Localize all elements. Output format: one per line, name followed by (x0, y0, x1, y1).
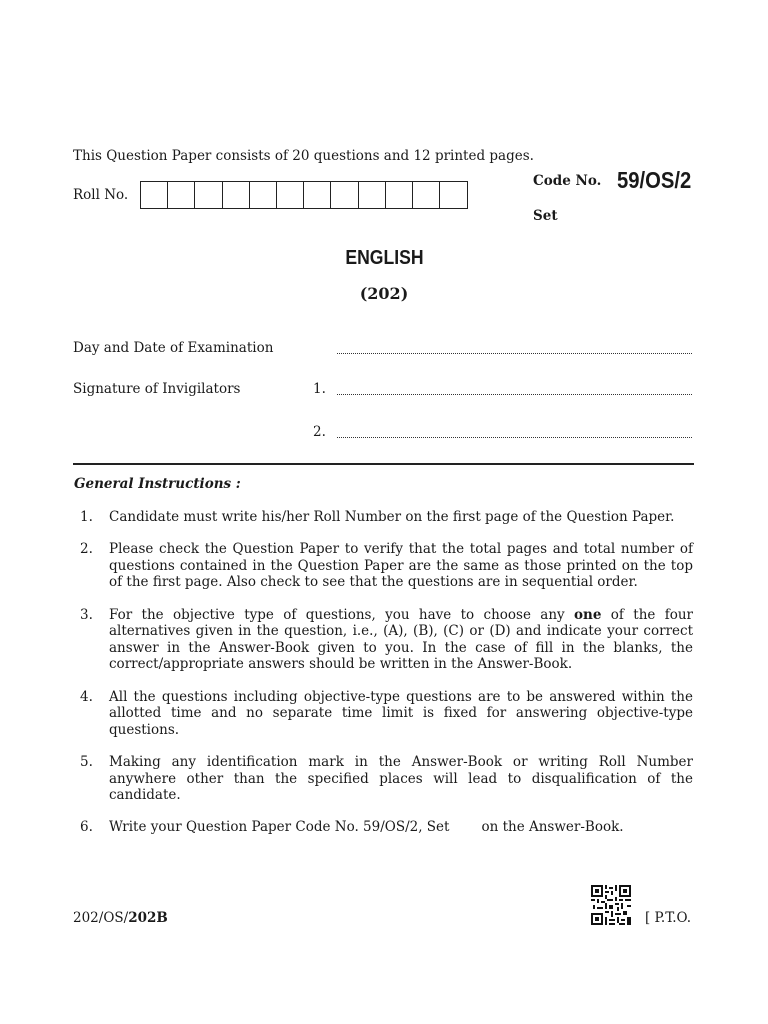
set-label: Set (533, 208, 558, 224)
date-field[interactable] (337, 343, 692, 354)
footer-code (73, 910, 168, 926)
instruction-number: 5. (80, 753, 93, 770)
divider (73, 463, 694, 465)
code-value: 59/OS/2 (617, 167, 692, 193)
instruction-text-part: on the Answer-Book. (481, 819, 624, 836)
roll-digit-box[interactable] (331, 182, 358, 208)
instruction-text (109, 819, 693, 836)
instruction-text: Candidate must write his/her Roll Number on the first page of the Question Paper. (109, 509, 675, 525)
subject-code: (202) (359, 284, 409, 303)
roll-digit-box[interactable] (386, 182, 413, 208)
signature-1-number: 1. (313, 381, 326, 397)
roll-digit-box[interactable] (141, 182, 168, 208)
instruction-number: 2. (80, 541, 93, 558)
roll-digit-box[interactable] (277, 182, 304, 208)
instruction-emphasis: one (574, 606, 602, 623)
instruction-text: All the questions including objective-type questions are to be answered within the allotted time and no separate time limit is fixed for answering objective-type questions. (109, 688, 693, 738)
instructions-list (73, 509, 693, 851)
roll-digit-box[interactable] (440, 182, 467, 208)
instruction-text (109, 607, 693, 673)
instruction-item (73, 607, 693, 673)
signature-1-field[interactable] (337, 384, 692, 395)
qr-code-icon (591, 885, 631, 925)
signature-2-field[interactable] (337, 427, 692, 438)
instructions-heading-text: General Instructions (74, 476, 232, 492)
instruction-item (73, 754, 693, 804)
roll-digit-box[interactable] (250, 182, 277, 208)
instruction-number: 4. (80, 688, 93, 705)
footer-code-bold: 202B (128, 910, 168, 926)
subject-name: ENGLISH (344, 247, 424, 269)
instruction-text: Please check the Question Paper to verify that the total pages and total number of questions contained in the Question Paper are the same as those printed on the top of the first page. Also check to see that the questions are in sequential order. (109, 541, 693, 591)
roll-number-label: Roll No. (73, 187, 129, 203)
instruction-item (73, 689, 693, 739)
code-label: Code No. (533, 173, 602, 189)
signature-2-number: 2. (313, 424, 326, 440)
roll-digit-box[interactable] (304, 182, 331, 208)
instruction-number: 1. (80, 509, 93, 525)
instruction-number: 6. (80, 819, 93, 836)
paper-info: This Question Paper consists of 20 questions and 12 printed pages. (73, 148, 534, 164)
roll-digit-box[interactable] (223, 182, 250, 208)
instructions-heading (74, 476, 241, 492)
instruction-text: Making any identification mark in the Answer-Book or writing Roll Number anywhere other than the specified places will lead to disqualification of the candidate. (109, 753, 693, 804)
pto-note: [ P.T.O. (645, 910, 692, 926)
instruction-number: 3. (80, 606, 93, 623)
instruction-item (73, 819, 693, 836)
roll-digit-box[interactable] (413, 182, 440, 208)
roll-number-boxes[interactable] (140, 181, 468, 209)
subject-title (0, 247, 768, 270)
date-label: Day and Date of Examination (73, 340, 274, 356)
instruction-item (73, 509, 693, 526)
roll-digit-box[interactable] (168, 182, 195, 208)
footer-code-prefix: 202/OS/ (73, 910, 129, 926)
instructions-heading-colon: : (231, 476, 241, 492)
roll-digit-box[interactable] (359, 182, 386, 208)
instruction-text-part: For the objective type of questions, you have to choose any (109, 606, 575, 623)
instruction-text-part: Write your Question Paper Code No. 59/OS/2, Set (109, 819, 450, 836)
instruction-item (73, 541, 693, 591)
signature-label: Signature of Invigilators (73, 381, 241, 397)
roll-digit-box[interactable] (195, 182, 222, 208)
instruction-text-part: of the four alternatives given in the question, i.e., (A), (B), (C) or (D) and indicate your correct answer in the Answer-Book given to you. In the case of fill in the blanks, the correct/appropriate answers should be written in the Answer-Book. (109, 606, 694, 673)
